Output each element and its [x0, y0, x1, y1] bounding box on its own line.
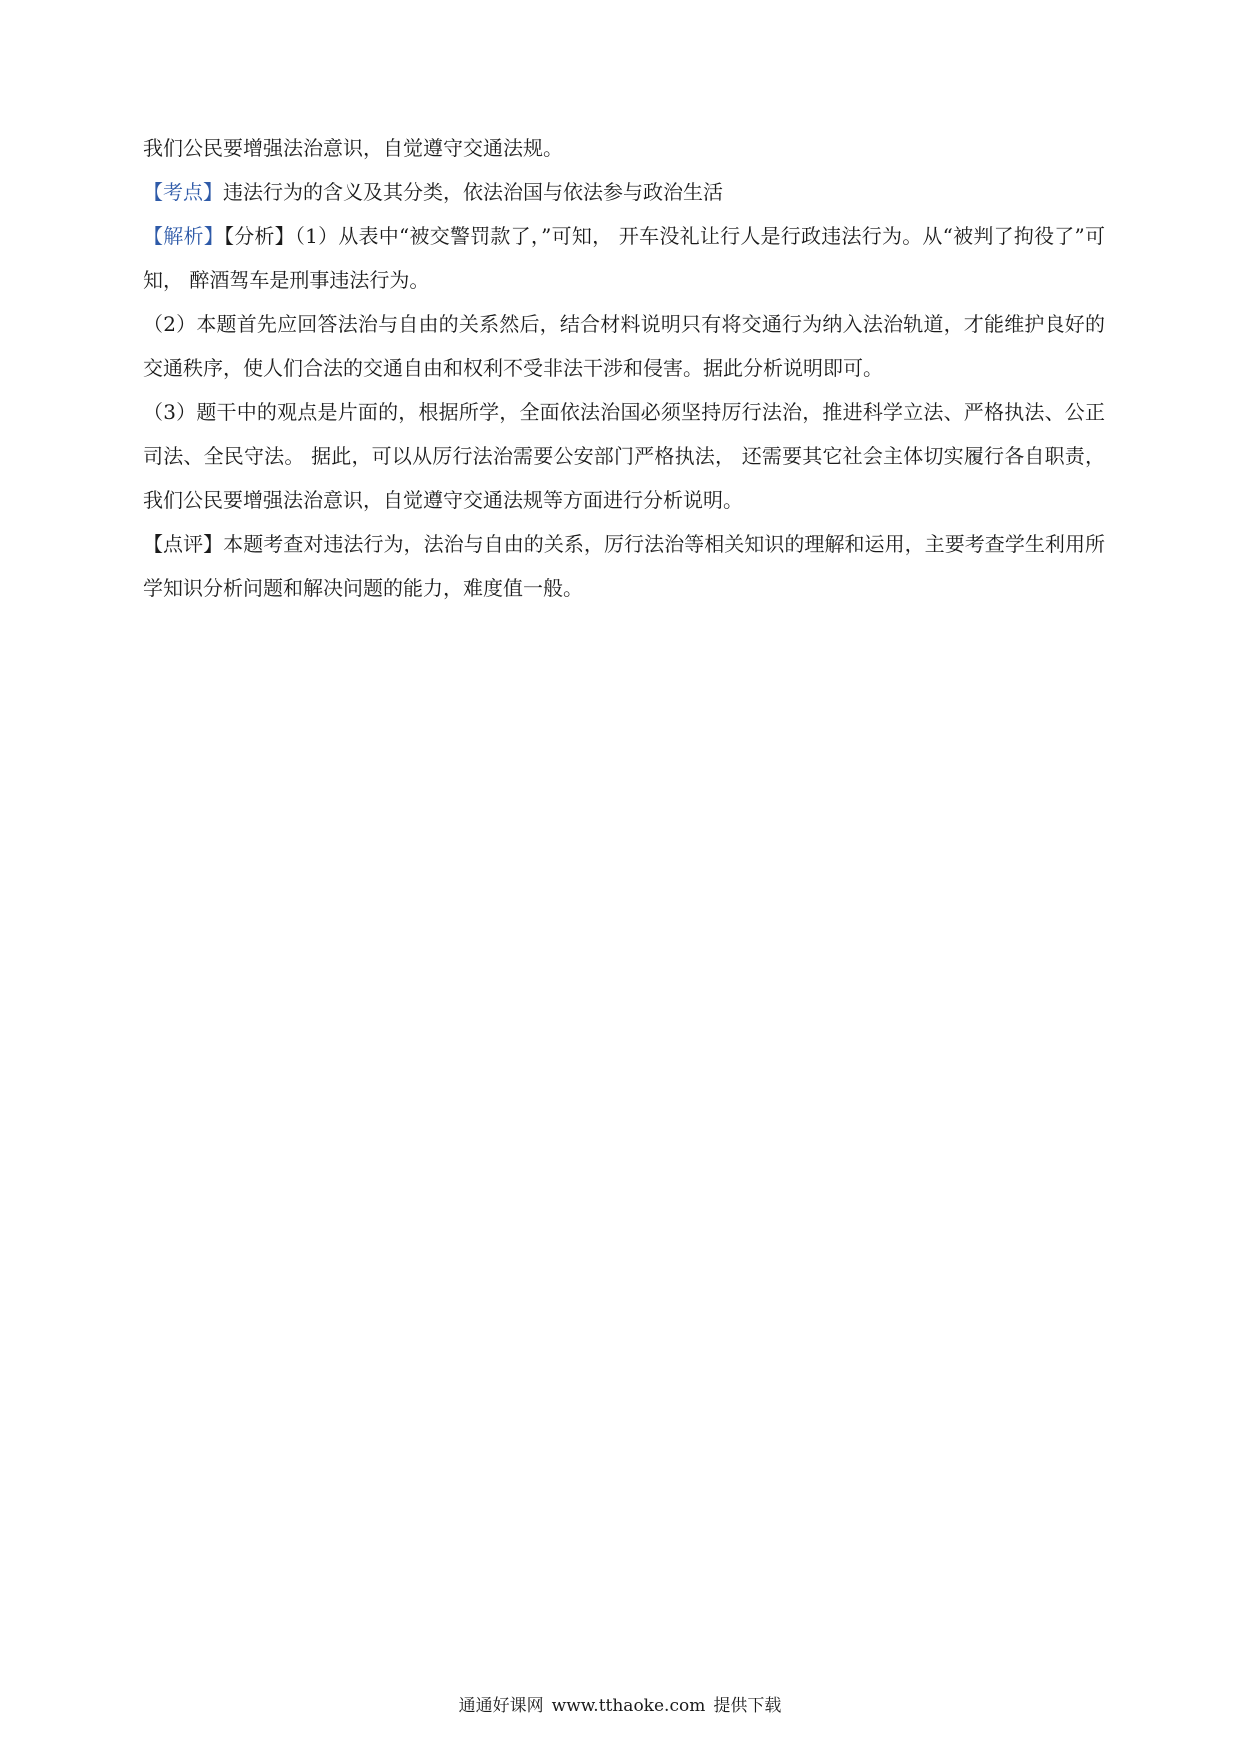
answer-content	[143, 126, 1105, 610]
part3-text: （3）题干中的观点是片面的，根据所学，全面依法治国必须坚持厉行法治，推进科学立法、严格执法、公正司法、全民守法。 据此，可以从厉行法治需要公安部门严格执法， 还需要其它社会主体切实履行各自职责， 我们公民要增强法治意识，自觉遵守交通法规等方面进行分析说明。	[143, 400, 1105, 512]
part2-paragraph	[143, 302, 1105, 390]
jiexi-tag: 【解析】	[143, 224, 224, 248]
intro-text: 我们公民要增强法治意识，自觉遵守交通法规。	[143, 136, 563, 160]
kaodian-paragraph	[143, 170, 1105, 214]
part2-text: （2）本题首先应回答法治与自由的关系然后，结合材料说明只有将交通行为纳入法治轨道，才能维护良好的交通秩序，使人们合法的交通自由和权利不受非法干涉和侵害。据此分析说明即可。	[143, 312, 1105, 380]
intro-paragraph	[143, 126, 1105, 170]
kaodian-text: 违法行为的含义及其分类，依法治国与依法参与政治生活	[223, 180, 723, 204]
dianping-tag: 【点评】	[143, 532, 224, 556]
footer-url[interactable]: www.tthaoke.com	[551, 1696, 706, 1716]
jiexi-paragraph	[143, 214, 1105, 302]
footer-site-name: 通通好课网	[458, 1696, 544, 1716]
dianping-text: 本题考查对违法行为，法治与自由的关系，厉行法治等相关知识的理解和运用，主要考查学生利用所学知识分析问题和解决问题的能力，难度值一般。	[143, 532, 1106, 600]
jiexi-text: 【分析】（1）从表中“被交警罚款了，”可知， 开车没礼让行人是行政违法行为。从“被判了拘役了”可知， 醉酒驾车是刑事违法行为。	[143, 224, 1106, 292]
dianping-paragraph	[143, 522, 1105, 610]
page-footer	[0, 1694, 1240, 1718]
part3-paragraph	[143, 390, 1105, 522]
footer-suffix: 提供下载	[713, 1696, 782, 1716]
kaodian-tag: 【考点】	[143, 180, 223, 204]
